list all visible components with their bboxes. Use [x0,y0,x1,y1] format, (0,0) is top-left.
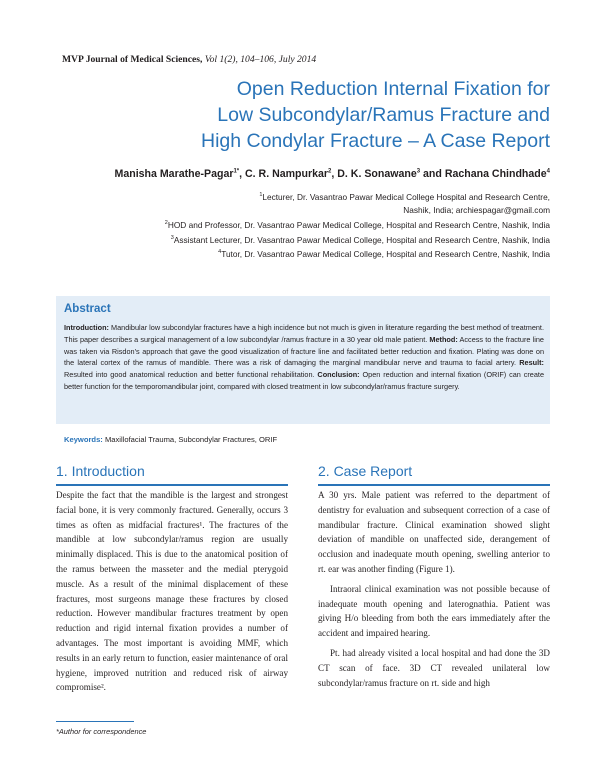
keywords [64,435,544,444]
introduction-column [56,488,288,695]
abstract-text-conclusion: Open reduction and internal fixation (ORIF) can create better function for the temporomandibular joint, compared with closed treatment in low subcondylar/ramus fracture surgery. [64,370,544,391]
author-sep: , [239,168,246,180]
affiliation-line [80,232,550,247]
abstract-text-introduction: Mandibular low subcondylar fractures have a high incidence but not much is given in literature regarding the best method of treatment. This paper describes a surgical management of a low subcondylar /ramus fracture in a 30 year old male patient. [64,323,544,344]
author-name: Manisha Marathe-Pagar [114,168,234,180]
paragraph: Intraoral clinical examination was not possible because of inadequate mouth opening and laterognathia. Patient was giving H/o bleeding from both the ears immediately after the accident and impaired hearing. [318,583,550,639]
footnote: *Author for correspondence [56,727,147,736]
author-name: C. R. Nampurkar [245,168,329,180]
affiliation-line [80,189,550,204]
journal-details: Vol 1(2), 104–106, July 2014 [202,54,317,65]
title-line: Low Subcondylar/Ramus Fracture and [217,104,550,126]
author-sup: 1* [233,168,240,175]
section-rule [318,484,550,486]
abstract-label-conclusion: Conclusion: [314,370,360,380]
affiliation-text: Tutor, Dr. Vasantrao Pawar Medical College, Hospital and Research Centre, Nashik, India [221,249,550,260]
author-sup: 4 [546,168,550,175]
keywords-text: Maxillofacial Trauma, Subcondylar Fractures, ORIF [102,435,278,444]
author-sep: and [420,168,445,180]
abstract-label-result: Result: [515,358,544,368]
affiliation-line [80,246,550,261]
footnote-rule [56,721,134,722]
paragraph: Despite the fact that the mandible is the largest and strongest facial bone, it is very commonly fractured. Generally, occurs 3 times as often as midfacial fractures¹. The fractures of the mandible at low subcondylar/ramus region are usually minimally displaced. This is due to the anatomical position of the ramus between the masseter and the medial pterygoid muscle. As a result of the minimal displacement of these fractures, most surgeons manage these fractures by closed reduction. However mandibular fractures treatment by open reduction and rigid internal fixation provides a number of advantages. The most important is avoiding MMF, which results in an early return to function, easier maintenance of oral hygiene, improved nutrition and reduced risk of airway compromise². [56,490,288,693]
section-rule [56,484,288,486]
affiliation-sup: 2 [164,219,168,226]
title-line: High Condylar Fracture – A Case Report [200,130,550,152]
journal-header [62,54,542,65]
abstract-heading: Abstract [64,303,111,315]
abstract-body [64,322,544,393]
abstract-text-method: Access to the fracture line was taken via Risdon's approach that gave the good visualization of fracture line and facilitated better reduction and fixation. Plating was done on the lateral cortex of the ramus of mandible. There was a risk of damaging the marginal mandibular nerve and trauma to facial artery. [64,334,544,368]
affiliation-line [80,204,550,217]
journal-name: MVP Journal of Medical Sciences, [62,54,203,65]
paragraph: A 30 yrs. Male patient was referred to the department of dentistry for evaluation and subsequent correction of a case of mandibular fracture. Clinical examination showed slight deviation of mandible on unaffected side, derangement of occlusion and inadequate mouth opening, swelling anterior to rt. ear was another finding (Figure 1). [318,490,550,574]
author-sep: , [331,168,338,180]
affiliation-text: Lecturer, Dr. Vasantrao Pawar Medical College Hospital and Research Centre, [262,191,550,202]
affiliation-sup: 4 [218,249,222,256]
abstract-label-method: Method: [427,334,458,344]
author-list [50,168,550,180]
author-name: D. K. Sonawane [337,168,417,180]
article-title [80,76,550,154]
author-sup: 2 [328,168,332,175]
abstract-text-result: Resulted into good anatomical reduction and better functional rehabilitation. [64,370,315,380]
affiliation-line [80,217,550,232]
title-line: Open Reduction Internal Fixation for [236,78,550,100]
keywords-label: Keywords: [64,435,103,444]
section-heading-case-report: 2. Case Report [318,463,413,479]
section-heading-introduction: 1. Introduction [56,463,145,479]
affiliation-text: Nashik, India; archiespagar@gmail.com [403,204,550,215]
affiliations [80,189,550,261]
affiliation-text: HOD and Professor, Dr. Vasantrao Pawar Medical College, Hospital and Research Centre, Nashik, India [167,219,550,230]
abstract-label-introduction: Introduction: [64,323,109,332]
affiliation-sup: 3 [170,234,174,241]
author-name: Rachana Chindhade [444,168,547,180]
case-report-column [318,488,550,690]
author-sup: 3 [416,168,421,175]
affiliation-text: Assistant Lecturer, Dr. Vasantrao Pawar Medical College, Hospital and Research Centre, Nashik, India [173,234,550,245]
paragraph: Pt. had already visited a local hospital and had done the 3D CT scan of face. 3D CT revealed unilateral low subcondylar/ramus fracture on rt. side and high [318,647,550,688]
affiliation-sup: 1 [259,192,263,198]
